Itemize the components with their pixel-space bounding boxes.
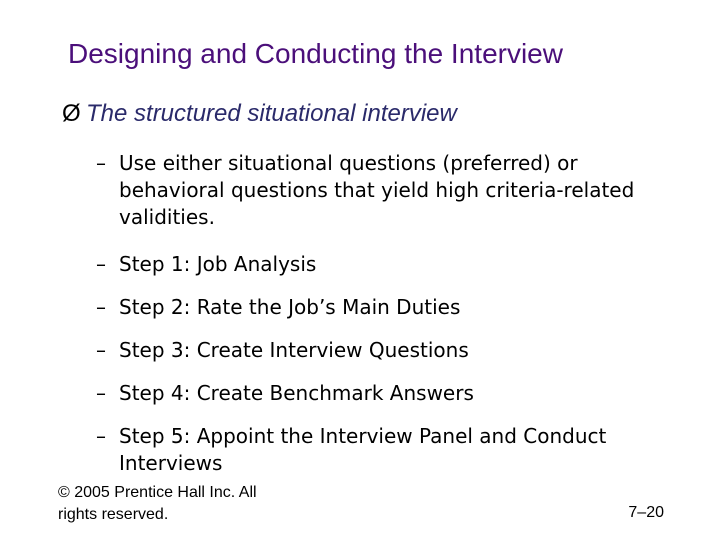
sub-bullet-step-1	[96, 251, 666, 278]
sub-bullet-text: Step 4: Create Benchmark Answers	[119, 381, 474, 405]
slide-title: Designing and Conducting the Interview	[68, 38, 563, 69]
dash-bullet-icon: –	[96, 338, 106, 362]
sub-bullet-text: Step 3: Create Interview Questions	[119, 338, 469, 362]
page-number: 7–20	[628, 504, 664, 521]
sub-bullet-step-2	[96, 294, 666, 321]
dash-bullet-icon: –	[96, 252, 106, 276]
sub-bullet-text: Step 1: Job Analysis	[119, 252, 317, 276]
dash-bullet-icon: –	[96, 424, 106, 448]
main-bullet	[62, 100, 457, 128]
sub-bullet-step-4	[96, 380, 666, 407]
sub-bullet-text: Step 2: Rate the Job’s Main Duties	[119, 295, 461, 319]
main-bullet-text: The structured situational interview	[86, 100, 457, 127]
arrow-bullet-icon: Ø	[62, 100, 81, 127]
sub-bullet-step-5	[96, 423, 666, 477]
sub-bullet-text: Step 5: Appoint the Interview Panel and Conduct	[119, 424, 607, 448]
sub-bullet-text: Use either situational questions (preferred) or behavioral questions that yield high criteria-related validities.	[119, 151, 635, 229]
dash-bullet-icon: –	[96, 381, 106, 405]
copyright-notice: © 2005 Prentice Hall Inc. All rights reserved.	[58, 484, 257, 523]
sub-bullet-continuation: Interviews	[119, 451, 223, 475]
dash-bullet-icon: –	[96, 295, 106, 319]
sub-bullet-intro	[96, 150, 666, 231]
sub-bullet-step-3	[96, 337, 666, 364]
dash-bullet-icon: –	[96, 151, 106, 175]
